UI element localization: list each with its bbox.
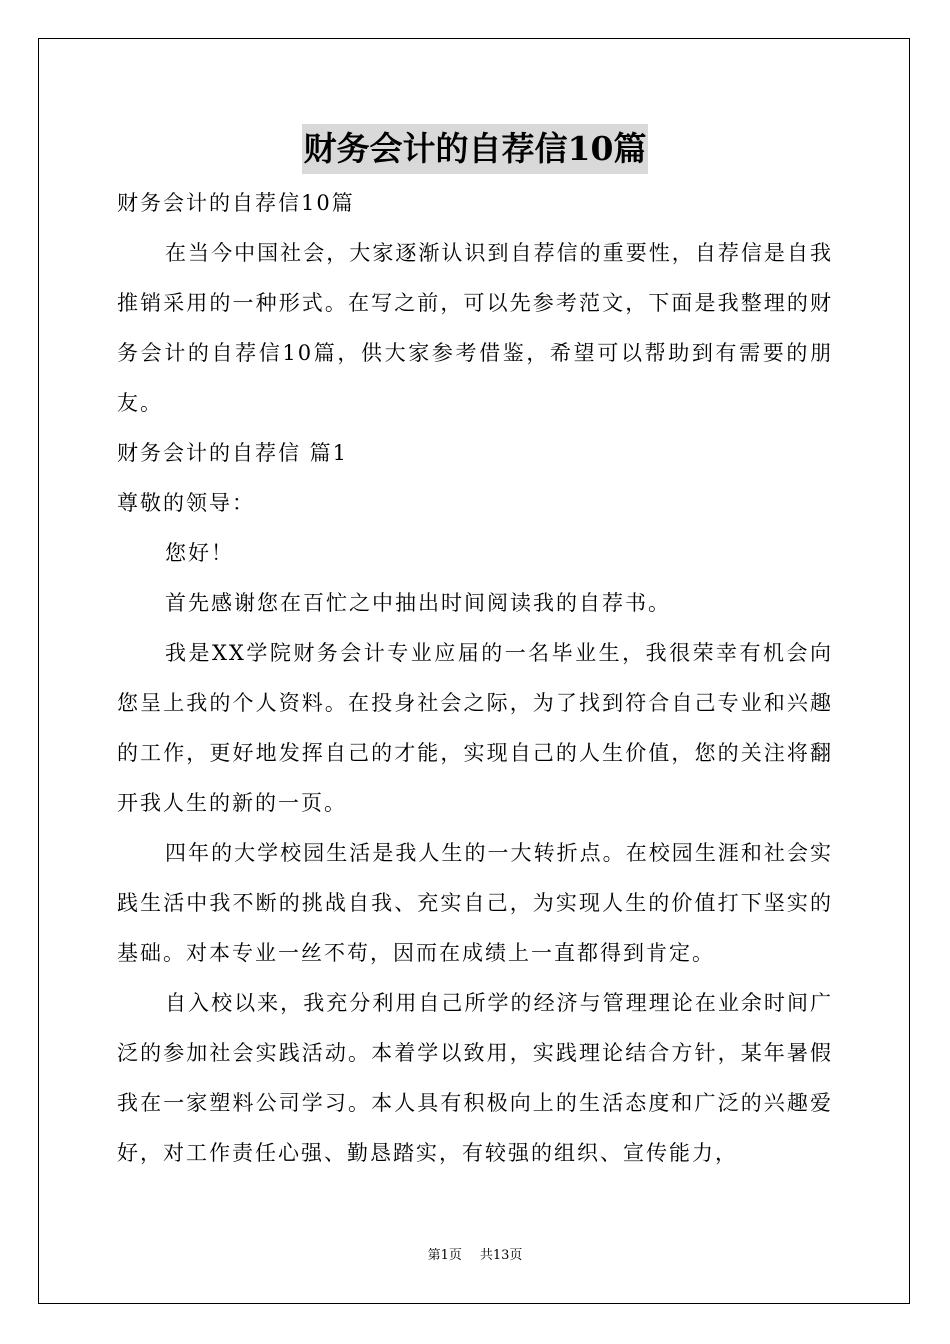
paragraph-subtitle: 财务会计的自荐信10篇	[117, 191, 355, 215]
page-number: 第1页	[427, 1248, 462, 1263]
paragraph-greeting: 您好！	[165, 541, 234, 565]
paragraph-introduction: 我是XX学院财务会计专业应届的一名毕业生，我很荣幸有机会向您呈上我的个人资料。在投身社会之际，为了找到符合自己专业和兴趣的工作，更好地发挥自己的才能，实现自己的人生价值，您的关注将翻开我人生的新的一页。	[117, 641, 833, 815]
paragraph-practice: 自入校以来，我充分利用自己所学的经济与管理理论在业余时间广泛的参加社会实践活动。本着学以致用，实践理论结合方针，某年暑假我在一家塑料公司学习。本人具有积极向上的生活态度和广泛的兴趣爱好，对工作责任心强、勤恳踏实，有较强的组织、宣传能力，	[117, 991, 833, 1165]
title-container	[0, 124, 950, 174]
document-body	[117, 178, 833, 1178]
paragraph-intro: 在当今中国社会，大家逐渐认识到自荐信的重要性，自荐信是自我推销采用的一种形式。在写之前，可以先参考范文，下面是我整理的财务会计的自荐信10篇，供大家参考借鉴，希望可以帮助到有需要的朋友。	[117, 241, 833, 415]
document-title: 财务会计的自荐信10篇	[302, 124, 649, 174]
paragraph-section-heading: 财务会计的自荐信 篇1	[117, 441, 349, 465]
paragraph-salutation: 尊敬的领导：	[117, 491, 255, 515]
paragraph-college-life: 四年的大学校园生活是我人生的一大转折点。在校园生涯和社会实践生活中我不断的挑战自我、充实自己，为实现人生的价值打下坚实的基础。对本专业一丝不苟，因而在成绩上一直都得到肯定。	[117, 841, 833, 965]
page-total: 共13页	[479, 1248, 523, 1263]
paragraph-thanks: 首先感谢您在百忙之中抽出时间阅读我的自荐书。	[165, 591, 671, 615]
page-footer	[0, 1246, 950, 1266]
